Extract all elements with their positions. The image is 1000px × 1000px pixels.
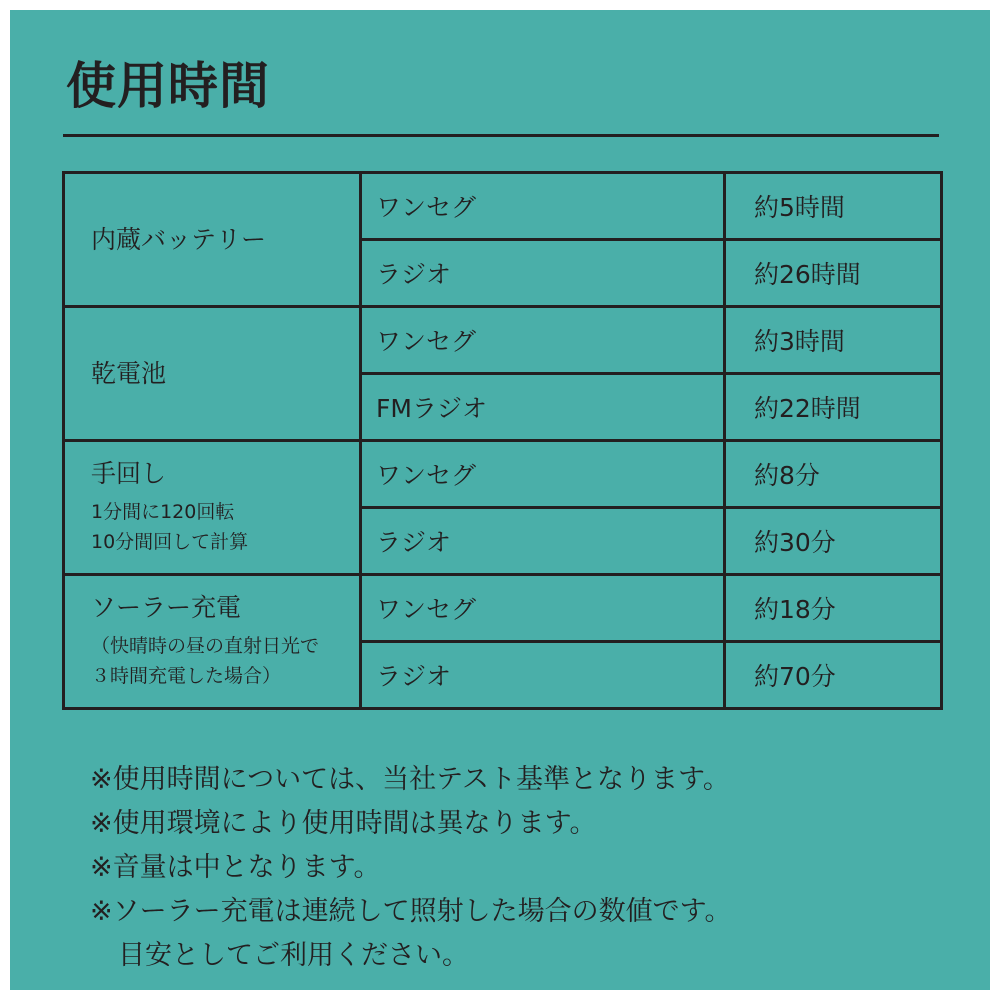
group-note: （快晴時の昼の直射日光で <box>91 634 320 657</box>
table-row <box>64 575 942 642</box>
time-cell: 約30分 <box>725 508 942 575</box>
mode-cell: ラジオ <box>361 642 725 709</box>
group-note: 1分間に120回転 <box>91 500 235 523</box>
note-item: ※使用時間については、当社テスト基準となります。 <box>90 764 730 795</box>
note-item: ※使用環境により使用時間は異なります。 <box>90 808 597 839</box>
note-item-continuation: 目安としてご利用ください。 <box>118 940 469 971</box>
mode-cell: ワンセグ <box>361 575 725 642</box>
note-item: ※ソーラー充電は連続して照射した場合の数値です。 <box>90 896 732 927</box>
mode-cell: ラジオ <box>361 240 725 307</box>
info-panel <box>10 10 990 990</box>
mode-cell: ワンセグ <box>361 307 725 374</box>
group-label: 内蔵バッテリー <box>91 224 267 254</box>
group-cell-solar <box>64 575 361 709</box>
mode-cell: ラジオ <box>361 508 725 575</box>
time-cell: 約22時間 <box>725 374 942 441</box>
group-note: ３時間充電した場合） <box>91 664 282 687</box>
time-cell: 約70分 <box>725 642 942 709</box>
group-label: ソーラー充電 <box>91 592 242 622</box>
time-cell: 約5時間 <box>725 173 942 240</box>
group-label: 乾電池 <box>91 358 167 388</box>
mode-cell: ワンセグ <box>361 441 725 508</box>
table-row <box>64 307 942 374</box>
table-row <box>64 441 942 508</box>
page-title: 使用時間 <box>66 57 270 115</box>
group-label: 手回し <box>91 458 167 488</box>
usage-time-table <box>62 171 943 710</box>
group-cell-hand-crank <box>64 441 361 575</box>
time-cell: 約18分 <box>725 575 942 642</box>
title-divider <box>63 134 939 137</box>
group-cell-battery <box>64 173 361 307</box>
mode-cell: ワンセグ <box>361 173 725 240</box>
group-note: 10分間回して計算 <box>91 530 249 553</box>
group-cell-dry-battery <box>64 307 361 441</box>
mode-cell: FMラジオ <box>361 374 725 441</box>
table-row <box>64 173 942 240</box>
time-cell: 約3時間 <box>725 307 942 374</box>
time-cell: 約26時間 <box>725 240 942 307</box>
note-item: ※音量は中となります。 <box>90 852 381 883</box>
notes-list <box>90 758 731 978</box>
time-cell: 約8分 <box>725 441 942 508</box>
